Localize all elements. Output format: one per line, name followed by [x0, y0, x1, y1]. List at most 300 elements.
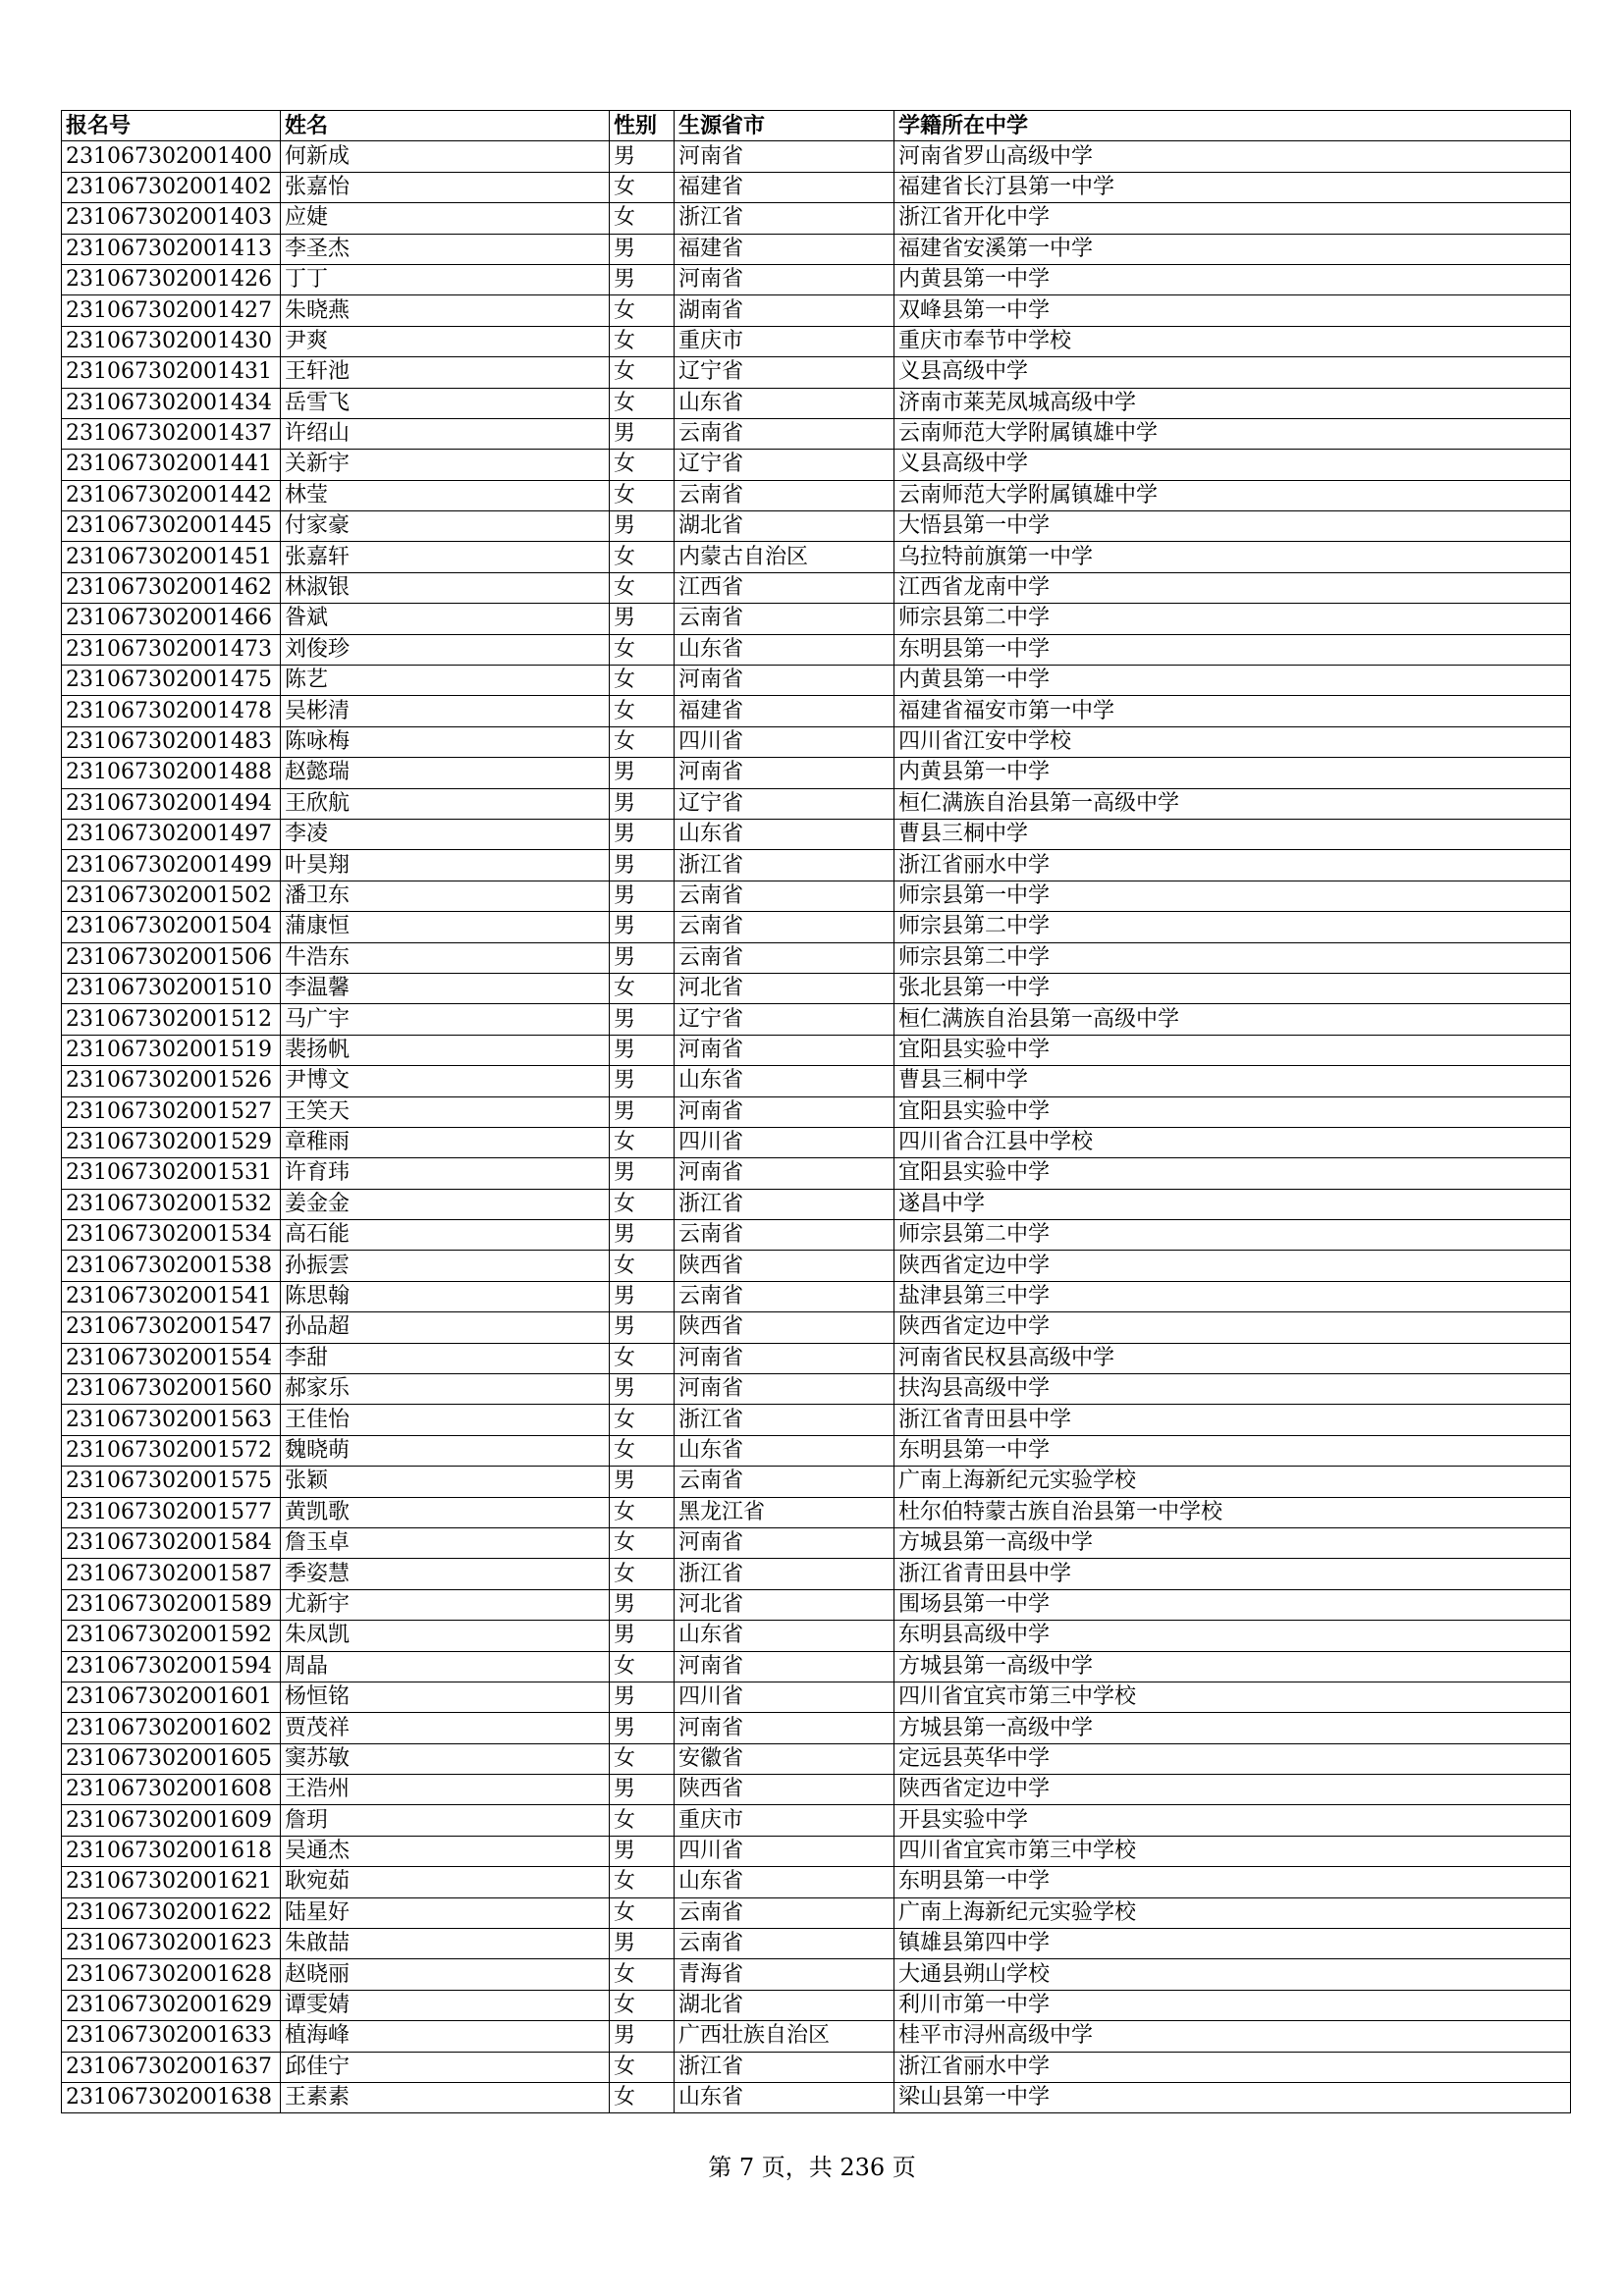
registration-number-cell: 231067302001587: [62, 1559, 281, 1589]
school-cell: 盐津县第三中学: [894, 1281, 1571, 1311]
school-cell: 扶沟县高级中学: [894, 1374, 1571, 1405]
gender-cell: 女: [610, 1990, 675, 2020]
gender-cell: 女: [610, 973, 675, 1003]
gender-cell: 男: [610, 881, 675, 911]
school-cell: 浙江省青田县中学: [894, 1405, 1571, 1435]
gender-cell: 男: [610, 912, 675, 942]
name-cell: 关新宇: [281, 450, 610, 480]
school-cell: 东明县第一中学: [894, 1435, 1571, 1466]
school-cell: 大悟县第一中学: [894, 511, 1571, 542]
registration-number-cell: 231067302001499: [62, 850, 281, 881]
origin-province-cell: 黑龙江省: [675, 1497, 894, 1527]
gender-cell: 女: [610, 1189, 675, 1219]
registration-number-cell: 231067302001488: [62, 758, 281, 788]
origin-province-cell: 云南省: [675, 1467, 894, 1497]
table-row: [62, 542, 1571, 572]
table-row: [62, 203, 1571, 234]
origin-province-cell: 河南省: [675, 1096, 894, 1127]
name-cell: 王浩州: [281, 1775, 610, 1805]
registration-number-cell: 231067302001621: [62, 1867, 281, 1897]
school-cell: 内黄县第一中学: [894, 758, 1571, 788]
name-cell: 张颖: [281, 1467, 610, 1497]
table-row: [62, 1805, 1571, 1836]
name-cell: 朱啟喆: [281, 1929, 610, 1959]
table-row: [62, 1189, 1571, 1219]
name-cell: 陈思翰: [281, 1281, 610, 1311]
header-school: 学籍所在中学: [894, 111, 1571, 141]
gender-cell: 男: [610, 264, 675, 294]
gender-cell: 男: [610, 850, 675, 881]
table-row: [62, 141, 1571, 172]
gender-cell: 女: [610, 572, 675, 603]
registration-number-cell: 231067302001497: [62, 819, 281, 849]
school-cell: 梁山县第一中学: [894, 2083, 1571, 2113]
table-row: [62, 1405, 1571, 1435]
origin-province-cell: 重庆市: [675, 1805, 894, 1836]
name-cell: 谭雯婧: [281, 1990, 610, 2020]
table-row: [62, 480, 1571, 510]
registration-number-cell: 231067302001434: [62, 388, 281, 418]
table-row: [62, 604, 1571, 634]
gender-cell: 女: [610, 1435, 675, 1466]
origin-province-cell: 河南省: [675, 1651, 894, 1682]
name-cell: 许绍山: [281, 418, 610, 449]
name-cell: 植海峰: [281, 2021, 610, 2052]
gender-cell: 男: [610, 2021, 675, 2052]
table-row: [62, 788, 1571, 819]
name-cell: 王欣航: [281, 788, 610, 819]
table-row: [62, 1836, 1571, 1866]
table-row: [62, 1897, 1571, 1928]
registration-number-cell: 231067302001531: [62, 1158, 281, 1189]
name-cell: 尤新宇: [281, 1589, 610, 1620]
registration-number-cell: 231067302001602: [62, 1713, 281, 1743]
gender-cell: 女: [610, 1497, 675, 1527]
gender-cell: 男: [610, 788, 675, 819]
origin-province-cell: 云南省: [675, 1929, 894, 1959]
table-row: [62, 1343, 1571, 1373]
origin-province-cell: 辽宁省: [675, 357, 894, 388]
gender-cell: 女: [610, 1867, 675, 1897]
origin-province-cell: 山东省: [675, 1066, 894, 1096]
table-row: [62, 1651, 1571, 1682]
origin-province-cell: 山东省: [675, 634, 894, 665]
registration-number-cell: 231067302001445: [62, 511, 281, 542]
gender-cell: 女: [610, 357, 675, 388]
table-row: [62, 1435, 1571, 1466]
origin-province-cell: 重庆市: [675, 326, 894, 356]
origin-province-cell: 河北省: [675, 973, 894, 1003]
school-cell: 遂昌中学: [894, 1189, 1571, 1219]
name-cell: 陈咏梅: [281, 726, 610, 757]
registration-number-cell: 231067302001605: [62, 1743, 281, 1774]
header-name: 姓名: [281, 111, 610, 141]
origin-province-cell: 广西壮族自治区: [675, 2021, 894, 2052]
name-cell: 王笑天: [281, 1096, 610, 1127]
table-row: [62, 912, 1571, 942]
origin-province-cell: 河南省: [675, 1374, 894, 1405]
gender-cell: 男: [610, 1836, 675, 1866]
registration-number-cell: 231067302001462: [62, 572, 281, 603]
origin-province-cell: 河南省: [675, 141, 894, 172]
name-cell: 周晶: [281, 1651, 610, 1682]
school-cell: 东明县第一中学: [894, 1867, 1571, 1897]
gender-cell: 男: [610, 1158, 675, 1189]
school-cell: 义县高级中学: [894, 357, 1571, 388]
name-cell: 李甜: [281, 1343, 610, 1373]
registration-number-cell: 231067302001403: [62, 203, 281, 234]
origin-province-cell: 云南省: [675, 881, 894, 911]
registration-number-cell: 231067302001466: [62, 604, 281, 634]
name-cell: 李圣杰: [281, 234, 610, 264]
school-cell: 浙江省丽水中学: [894, 850, 1571, 881]
registration-number-cell: 231067302001402: [62, 172, 281, 202]
registration-number-cell: 231067302001575: [62, 1467, 281, 1497]
registration-number-cell: 231067302001608: [62, 1775, 281, 1805]
gender-cell: 女: [610, 2083, 675, 2113]
school-cell: 宜阳县实验中学: [894, 1096, 1571, 1127]
registration-number-cell: 231067302001483: [62, 726, 281, 757]
table-row: [62, 942, 1571, 973]
table-row: [62, 1467, 1571, 1497]
origin-province-cell: 河南省: [675, 1527, 894, 1558]
name-cell: 赵懿瑞: [281, 758, 610, 788]
gender-cell: 男: [610, 1775, 675, 1805]
origin-province-cell: 浙江省: [675, 850, 894, 881]
registration-number-cell: 231067302001502: [62, 881, 281, 911]
origin-province-cell: 湖南省: [675, 295, 894, 326]
school-cell: 曹县三桐中学: [894, 1066, 1571, 1096]
school-cell: 福建省安溪第一中学: [894, 234, 1571, 264]
gender-cell: 男: [610, 1096, 675, 1127]
gender-cell: 男: [610, 234, 675, 264]
gender-cell: 女: [610, 1959, 675, 1990]
school-cell: 内黄县第一中学: [894, 264, 1571, 294]
table-row: [62, 726, 1571, 757]
gender-cell: 男: [610, 758, 675, 788]
school-cell: 开县实验中学: [894, 1805, 1571, 1836]
name-cell: 昝斌: [281, 604, 610, 634]
table-row: [62, 634, 1571, 665]
school-cell: 桂平市浔州高级中学: [894, 2021, 1571, 2052]
name-cell: 孙振雲: [281, 1251, 610, 1281]
name-cell: 岳雪飞: [281, 388, 610, 418]
school-cell: 乌拉特前旗第一中学: [894, 542, 1571, 572]
origin-province-cell: 辽宁省: [675, 450, 894, 480]
school-cell: 宜阳县实验中学: [894, 1158, 1571, 1189]
school-cell: 广南上海新纪元实验学校: [894, 1897, 1571, 1928]
table-row: [62, 1127, 1571, 1157]
name-cell: 吴通杰: [281, 1836, 610, 1866]
school-cell: 围场县第一中学: [894, 1589, 1571, 1620]
school-cell: 陕西省定边中学: [894, 1251, 1571, 1281]
origin-province-cell: 陕西省: [675, 1312, 894, 1343]
table-row: [62, 572, 1571, 603]
school-cell: 宜阳县实验中学: [894, 1035, 1571, 1065]
gender-cell: 男: [610, 819, 675, 849]
origin-province-cell: 河南省: [675, 1343, 894, 1373]
table-row: [62, 973, 1571, 1003]
table-row: [62, 357, 1571, 388]
gender-cell: 男: [610, 1929, 675, 1959]
origin-province-cell: 福建省: [675, 696, 894, 726]
table-row: [62, 264, 1571, 294]
gender-cell: 女: [610, 1343, 675, 1373]
school-cell: 东明县高级中学: [894, 1621, 1571, 1651]
table-row: [62, 511, 1571, 542]
name-cell: 叶昊翔: [281, 850, 610, 881]
name-cell: 陆星好: [281, 1897, 610, 1928]
registration-number-cell: 231067302001430: [62, 326, 281, 356]
gender-cell: 男: [610, 604, 675, 634]
registration-number-cell: 231067302001442: [62, 480, 281, 510]
school-cell: 方城县第一高级中学: [894, 1651, 1571, 1682]
school-cell: 重庆市奉节中学校: [894, 326, 1571, 356]
origin-province-cell: 山东省: [675, 1621, 894, 1651]
registration-number-cell: 231067302001451: [62, 542, 281, 572]
registration-number-cell: 231067302001534: [62, 1220, 281, 1251]
name-cell: 朱凤凯: [281, 1621, 610, 1651]
school-cell: 东明县第一中学: [894, 634, 1571, 665]
registration-number-cell: 231067302001629: [62, 1990, 281, 2020]
gender-cell: 男: [610, 1713, 675, 1743]
table-row: [62, 696, 1571, 726]
origin-province-cell: 四川省: [675, 1127, 894, 1157]
registration-number-cell: 231067302001504: [62, 912, 281, 942]
name-cell: 季姿慧: [281, 1559, 610, 1589]
origin-province-cell: 陕西省: [675, 1775, 894, 1805]
gender-cell: 女: [610, 1897, 675, 1928]
registration-number-cell: 231067302001638: [62, 2083, 281, 2113]
table-row: [62, 1743, 1571, 1774]
origin-province-cell: 湖北省: [675, 511, 894, 542]
name-cell: 蒲康恒: [281, 912, 610, 942]
registration-number-cell: 231067302001512: [62, 1004, 281, 1035]
table-row: [62, 881, 1571, 911]
name-cell: 章稚雨: [281, 1127, 610, 1157]
origin-province-cell: 河南省: [675, 758, 894, 788]
registration-number-cell: 231067302001431: [62, 357, 281, 388]
gender-cell: 女: [610, 388, 675, 418]
origin-province-cell: 山东省: [675, 388, 894, 418]
table-row: [62, 1220, 1571, 1251]
page-footer: 第 7 页，共 236 页: [708, 2154, 916, 2181]
school-cell: 桓仁满族自治县第一高级中学: [894, 1004, 1571, 1035]
school-cell: 镇雄县第四中学: [894, 1929, 1571, 1959]
origin-province-cell: 河南省: [675, 1158, 894, 1189]
name-cell: 詹玉卓: [281, 1527, 610, 1558]
origin-province-cell: 四川省: [675, 1682, 894, 1712]
origin-province-cell: 湖北省: [675, 1990, 894, 2020]
origin-province-cell: 山东省: [675, 819, 894, 849]
table-row: [62, 326, 1571, 356]
name-cell: 林莹: [281, 480, 610, 510]
name-cell: 牛浩东: [281, 942, 610, 973]
registration-number-cell: 231067302001633: [62, 2021, 281, 2052]
table-row: [62, 1066, 1571, 1096]
registration-number-cell: 231067302001560: [62, 1374, 281, 1405]
gender-cell: 男: [610, 1374, 675, 1405]
registration-number-cell: 231067302001541: [62, 1281, 281, 1311]
table-row: [62, 1867, 1571, 1897]
origin-province-cell: 四川省: [675, 1836, 894, 1866]
registration-number-cell: 231067302001510: [62, 973, 281, 1003]
gender-cell: 女: [610, 2052, 675, 2082]
table-row: [62, 1158, 1571, 1189]
origin-province-cell: 江西省: [675, 572, 894, 603]
table-row: [62, 172, 1571, 202]
registration-number-cell: 231067302001519: [62, 1035, 281, 1065]
origin-province-cell: 山东省: [675, 1867, 894, 1897]
origin-province-cell: 浙江省: [675, 2052, 894, 2082]
origin-province-cell: 浙江省: [675, 1189, 894, 1219]
table-row: [62, 1096, 1571, 1127]
gender-cell: 男: [610, 942, 675, 973]
name-cell: 黄凯歌: [281, 1497, 610, 1527]
table-row: [62, 758, 1571, 788]
name-cell: 邱佳宁: [281, 2052, 610, 2082]
gender-cell: 女: [610, 726, 675, 757]
name-cell: 尹爽: [281, 326, 610, 356]
table-row: [62, 1621, 1571, 1651]
origin-province-cell: 云南省: [675, 480, 894, 510]
origin-province-cell: 河南省: [675, 264, 894, 294]
origin-province-cell: 云南省: [675, 942, 894, 973]
gender-cell: 女: [610, 480, 675, 510]
gender-cell: 男: [610, 1220, 675, 1251]
origin-province-cell: 云南省: [675, 1220, 894, 1251]
origin-province-cell: 福建省: [675, 172, 894, 202]
school-cell: 张北县第一中学: [894, 973, 1571, 1003]
gender-cell: 女: [610, 203, 675, 234]
school-cell: 师宗县第二中学: [894, 604, 1571, 634]
school-cell: 福建省福安市第一中学: [894, 696, 1571, 726]
gender-cell: 女: [610, 1651, 675, 1682]
registration-number-cell: 231067302001554: [62, 1343, 281, 1373]
origin-province-cell: 云南省: [675, 1897, 894, 1928]
table-row: [62, 1559, 1571, 1589]
school-cell: 方城县第一高级中学: [894, 1527, 1571, 1558]
registration-number-cell: 231067302001426: [62, 264, 281, 294]
registration-number-cell: 231067302001637: [62, 2052, 281, 2082]
origin-province-cell: 辽宁省: [675, 1004, 894, 1035]
name-cell: 朱晓燕: [281, 295, 610, 326]
registration-number-cell: 231067302001427: [62, 295, 281, 326]
school-cell: 济南市莱芜凤城高级中学: [894, 388, 1571, 418]
name-cell: 耿宛茹: [281, 1867, 610, 1897]
origin-province-cell: 四川省: [675, 726, 894, 757]
registration-number-cell: 231067302001609: [62, 1805, 281, 1836]
name-cell: 贾茂祥: [281, 1713, 610, 1743]
name-cell: 王佳怡: [281, 1405, 610, 1435]
name-cell: 马广宇: [281, 1004, 610, 1035]
name-cell: 付家豪: [281, 511, 610, 542]
registration-number-cell: 231067302001628: [62, 1959, 281, 1990]
name-cell: 何新成: [281, 141, 610, 172]
gender-cell: 男: [610, 511, 675, 542]
registration-number-cell: 231067302001589: [62, 1589, 281, 1620]
registration-number-cell: 231067302001413: [62, 234, 281, 264]
table-row: [62, 1682, 1571, 1712]
gender-cell: 男: [610, 1312, 675, 1343]
registration-number-cell: 231067302001577: [62, 1497, 281, 1527]
school-cell: 陕西省定边中学: [894, 1312, 1571, 1343]
school-cell: 广南上海新纪元实验学校: [894, 1467, 1571, 1497]
gender-cell: 男: [610, 1281, 675, 1311]
origin-province-cell: 浙江省: [675, 1405, 894, 1435]
gender-cell: 男: [610, 1621, 675, 1651]
registration-number-cell: 231067302001527: [62, 1096, 281, 1127]
name-cell: 王素素: [281, 2083, 610, 2113]
origin-province-cell: 陕西省: [675, 1251, 894, 1281]
gender-cell: 男: [610, 1467, 675, 1497]
gender-cell: 男: [610, 418, 675, 449]
gender-cell: 男: [610, 1066, 675, 1096]
gender-cell: 女: [610, 542, 675, 572]
origin-province-cell: 云南省: [675, 604, 894, 634]
registration-number-cell: 231067302001538: [62, 1251, 281, 1281]
registration-number-cell: 231067302001400: [62, 141, 281, 172]
registration-number-cell: 231067302001592: [62, 1621, 281, 1651]
school-cell: 河南省罗山高级中学: [894, 141, 1571, 172]
table-row: [62, 1281, 1571, 1311]
name-cell: 李凌: [281, 819, 610, 849]
registration-number-cell: 231067302001594: [62, 1651, 281, 1682]
registration-number-cell: 231067302001622: [62, 1897, 281, 1928]
table-row: [62, 1035, 1571, 1065]
name-cell: 高石能: [281, 1220, 610, 1251]
school-cell: 四川省宜宾市第三中学校: [894, 1682, 1571, 1712]
table-row: [62, 1990, 1571, 2020]
table-row: [62, 819, 1571, 849]
school-cell: 桓仁满族自治县第一高级中学: [894, 788, 1571, 819]
school-cell: 江西省龙南中学: [894, 572, 1571, 603]
name-cell: 张嘉怡: [281, 172, 610, 202]
name-cell: 赵晓丽: [281, 1959, 610, 1990]
table-row: [62, 1251, 1571, 1281]
school-cell: 双峰县第一中学: [894, 295, 1571, 326]
school-cell: 浙江省丽水中学: [894, 2052, 1571, 2082]
gender-cell: 女: [610, 1251, 675, 1281]
school-cell: 浙江省开化中学: [894, 203, 1571, 234]
table-body: [62, 141, 1571, 2113]
gender-cell: 女: [610, 450, 675, 480]
name-cell: 姜金金: [281, 1189, 610, 1219]
school-cell: 四川省合江县中学校: [894, 1127, 1571, 1157]
gender-cell: 女: [610, 172, 675, 202]
school-cell: 师宗县第二中学: [894, 912, 1571, 942]
table-row: [62, 2021, 1571, 2052]
school-cell: 方城县第一高级中学: [894, 1713, 1571, 1743]
origin-province-cell: 浙江省: [675, 1559, 894, 1589]
registration-number-cell: 231067302001547: [62, 1312, 281, 1343]
table-row: [62, 1527, 1571, 1558]
registration-number-cell: 231067302001494: [62, 788, 281, 819]
registration-number-cell: 231067302001526: [62, 1066, 281, 1096]
name-cell: 张嘉轩: [281, 542, 610, 572]
school-cell: 杜尔伯特蒙古族自治县第一中学校: [894, 1497, 1571, 1527]
gender-cell: 男: [610, 1004, 675, 1035]
origin-province-cell: 安徽省: [675, 1743, 894, 1774]
name-cell: 杨恒铭: [281, 1682, 610, 1712]
school-cell: 定远县英华中学: [894, 1743, 1571, 1774]
origin-province-cell: 河南省: [675, 1713, 894, 1743]
school-cell: 师宗县第二中学: [894, 1220, 1571, 1251]
registration-number-cell: 231067302001601: [62, 1682, 281, 1712]
origin-province-cell: 云南省: [675, 418, 894, 449]
gender-cell: 女: [610, 1559, 675, 1589]
origin-province-cell: 山东省: [675, 2083, 894, 2113]
